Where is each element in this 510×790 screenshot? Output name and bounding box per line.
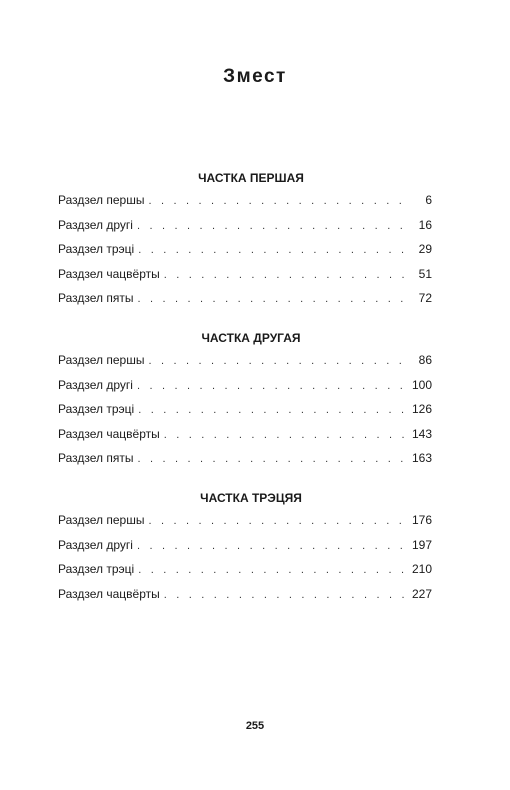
entry-label: Раздзел другі bbox=[58, 537, 133, 552]
entry-label: Раздзел чацвёрты bbox=[58, 586, 160, 601]
toc-entry[interactable] bbox=[58, 188, 432, 213]
toc-entry[interactable] bbox=[58, 533, 432, 558]
entry-label: Раздзел пяты bbox=[58, 291, 134, 305]
toc-entry[interactable] bbox=[58, 422, 432, 447]
toc-entry[interactable] bbox=[58, 508, 432, 533]
entry-label: Раздзел пяты bbox=[58, 451, 134, 465]
entry-label: Раздзел трэці bbox=[58, 402, 135, 416]
toc-entry[interactable] bbox=[58, 213, 432, 238]
entry-label: Раздзел другі bbox=[58, 377, 133, 392]
entry-page-number: 100 bbox=[411, 377, 432, 392]
dot-leader bbox=[137, 534, 406, 559]
entry-page-number: 29 bbox=[418, 242, 432, 256]
dot-leader bbox=[138, 558, 406, 583]
entry-label: Раздзел трэці bbox=[58, 242, 135, 256]
page-title: Змест bbox=[223, 66, 287, 87]
entry-page-number: 176 bbox=[411, 513, 432, 527]
toc-entry[interactable] bbox=[58, 373, 432, 398]
entry-page-number: 6 bbox=[425, 193, 432, 207]
dot-leader bbox=[148, 349, 406, 374]
dot-leader bbox=[164, 263, 406, 288]
entry-page-number: 210 bbox=[411, 562, 432, 576]
entry-page-number: 143 bbox=[411, 426, 432, 441]
part-2 bbox=[58, 328, 432, 471]
page-number: 255 bbox=[245, 720, 265, 732]
toc-entry[interactable] bbox=[58, 397, 432, 422]
toc-entry[interactable] bbox=[58, 237, 432, 262]
dot-leader bbox=[148, 509, 406, 534]
dot-leader bbox=[137, 447, 405, 472]
part-heading: ЧАСТКА ПЕРШАЯ bbox=[198, 171, 304, 185]
dot-leader bbox=[137, 287, 406, 312]
entry-label: Раздзел першы bbox=[58, 513, 145, 527]
dot-leader bbox=[137, 214, 406, 239]
entry-page-number: 86 bbox=[418, 353, 432, 367]
part-heading: ЧАСТКА ДРУГАЯ bbox=[201, 331, 301, 345]
entry-label: Раздзел чацвёрты bbox=[58, 426, 160, 441]
part-1 bbox=[58, 168, 432, 311]
toc-entry[interactable] bbox=[58, 286, 432, 311]
entry-label: Раздзел першы bbox=[58, 193, 145, 207]
entry-page-number: 126 bbox=[411, 402, 432, 416]
toc-entry[interactable] bbox=[58, 446, 432, 471]
entry-page-number: 72 bbox=[418, 291, 432, 305]
toc-entry[interactable] bbox=[58, 582, 432, 607]
entry-page-number: 51 bbox=[418, 266, 432, 281]
dot-leader bbox=[138, 398, 406, 423]
entry-label: Раздзел трэці bbox=[58, 562, 135, 576]
entry-label: Раздзел першы bbox=[58, 353, 145, 367]
entry-page-number: 197 bbox=[411, 537, 432, 552]
toc-entry[interactable] bbox=[58, 348, 432, 373]
dot-leader bbox=[164, 423, 406, 448]
part-heading: ЧАСТКА ТРЭЦЯЯ bbox=[200, 491, 302, 505]
dot-leader bbox=[148, 189, 406, 214]
entry-page-number: 16 bbox=[418, 217, 432, 232]
dot-leader bbox=[164, 583, 406, 608]
entry-label: Раздзел другі bbox=[58, 217, 133, 232]
entry-page-number: 227 bbox=[411, 586, 432, 601]
dot-leader bbox=[138, 238, 406, 263]
part-3 bbox=[58, 488, 432, 606]
toc-entry[interactable] bbox=[58, 557, 432, 582]
toc-entry[interactable] bbox=[58, 262, 432, 287]
dot-leader bbox=[137, 374, 406, 399]
entry-label: Раздзел чацвёрты bbox=[58, 266, 160, 281]
entry-page-number: 163 bbox=[411, 451, 432, 465]
